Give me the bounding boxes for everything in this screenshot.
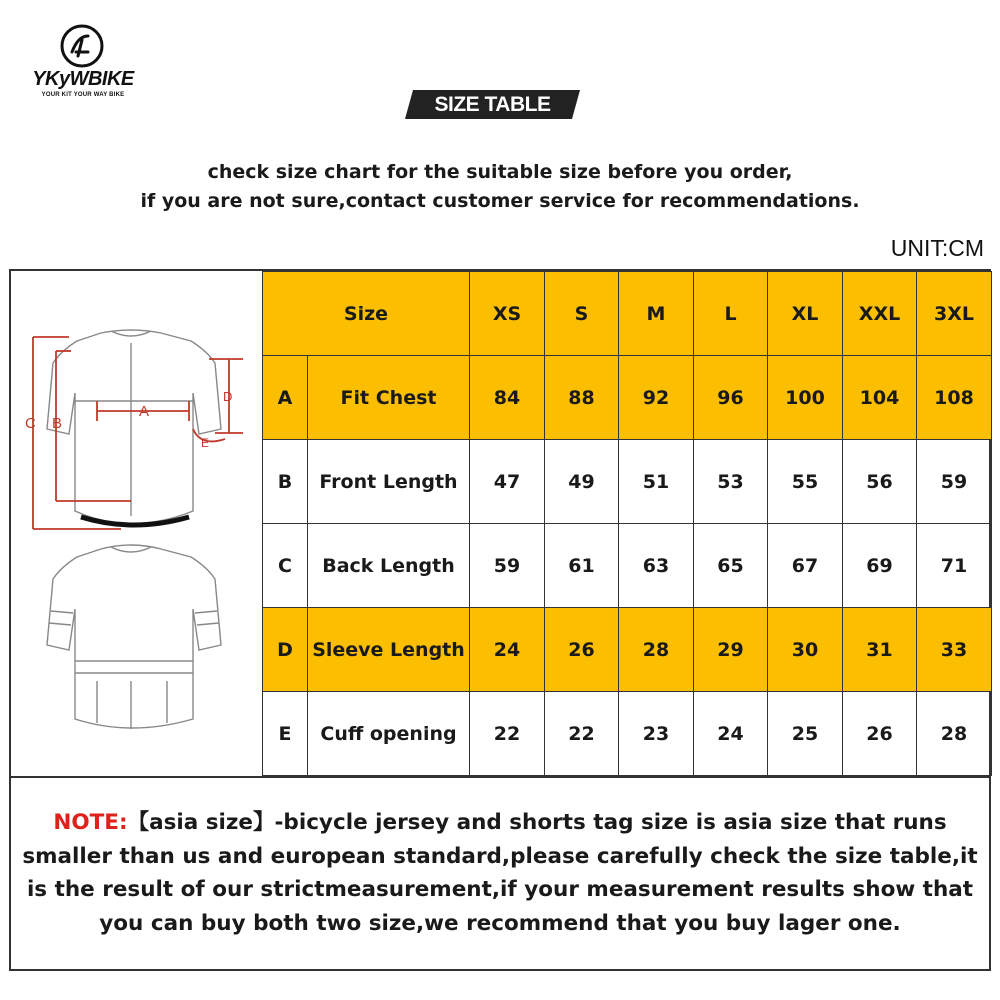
measure-value: 47: [470, 440, 545, 524]
measure-value: 33: [917, 608, 992, 692]
measure-value: 71: [917, 524, 992, 608]
size-table-body: [263, 272, 992, 776]
header-size-m: M: [619, 272, 694, 356]
measure-value: 65: [694, 524, 768, 608]
instruction-line-2: if you are not sure,contact customer service for recommendations.: [140, 190, 860, 212]
measure-value: 29: [694, 608, 768, 692]
brand-tagline: YOUR KIT YOUR WAY BIKE: [41, 92, 125, 98]
measure-value: 53: [694, 440, 768, 524]
measure-code: C: [263, 524, 308, 608]
size-table: [262, 271, 992, 776]
measure-value: 96: [694, 356, 768, 440]
header-size-l: L: [694, 272, 768, 356]
measure-label-e: E: [201, 436, 210, 450]
table-header-row: [263, 272, 992, 356]
note-divider: [9, 776, 991, 778]
measure-name: Fit Chest: [308, 356, 470, 440]
instruction-line-1: check size chart for the suitable size before you order,: [207, 161, 793, 183]
measure-value: 61: [545, 524, 619, 608]
header-size-xs: XS: [470, 272, 545, 356]
unit-label: UNIT:CM: [890, 235, 984, 261]
header-size-label: Size: [263, 272, 470, 356]
measure-value: 108: [917, 356, 992, 440]
measure-value: 25: [768, 692, 843, 776]
table-row: [263, 356, 992, 440]
measure-name: Sleeve Length: [308, 608, 470, 692]
measure-value: 104: [843, 356, 917, 440]
note-label: NOTE:: [53, 810, 128, 835]
measure-value: 92: [619, 356, 694, 440]
table-row: [263, 440, 992, 524]
measure-value: 30: [768, 608, 843, 692]
header-size-xl: XL: [768, 272, 843, 356]
measure-label-a: A: [139, 403, 150, 420]
measure-value: 24: [470, 608, 545, 692]
measure-value: 51: [619, 440, 694, 524]
measure-value: 67: [768, 524, 843, 608]
measure-value: 55: [768, 440, 843, 524]
measure-value: 56: [843, 440, 917, 524]
size-note: [9, 806, 991, 940]
measure-value: 26: [843, 692, 917, 776]
size-table-banner: [405, 90, 580, 119]
measure-value: 22: [545, 692, 619, 776]
measure-name: Cuff opening: [308, 692, 470, 776]
measure-value: 28: [619, 608, 694, 692]
measure-value: 88: [545, 356, 619, 440]
measure-value: 69: [843, 524, 917, 608]
measure-label-d: D: [223, 389, 233, 404]
measure-value: 22: [470, 692, 545, 776]
measure-value: 49: [545, 440, 619, 524]
table-row: [263, 608, 992, 692]
brand-logo: [18, 22, 148, 102]
jersey-diagram: [11, 271, 262, 776]
measure-value: 24: [694, 692, 768, 776]
measure-value: 59: [470, 524, 545, 608]
bicycle-logo-icon: [58, 22, 106, 70]
measure-value: 28: [917, 692, 992, 776]
measure-name: Front Length: [308, 440, 470, 524]
header-size-3xl: 3XL: [917, 272, 992, 356]
banner-title: SIZE TABLE: [434, 93, 551, 116]
measure-value: 63: [619, 524, 694, 608]
measure-code: E: [263, 692, 308, 776]
measure-value: 59: [917, 440, 992, 524]
measure-value: 23: [619, 692, 694, 776]
measure-value: 84: [470, 356, 545, 440]
jersey-front-icon: [47, 330, 221, 524]
measure-name: Back Length: [308, 524, 470, 608]
table-row: [263, 692, 992, 776]
measure-value: 31: [843, 608, 917, 692]
table-row: [263, 524, 992, 608]
measure-label-b: B: [52, 415, 63, 432]
measure-code: A: [263, 356, 308, 440]
measure-value: 100: [768, 356, 843, 440]
measure-code: B: [263, 440, 308, 524]
header-size-xxl: XXL: [843, 272, 917, 356]
jersey-back-icon: [47, 545, 221, 729]
note-text: 【asia size】-bicycle jersey and shorts tag size is asia size that runs smaller than us and european standard,please carefully check the size table,it is the result of our strictmeasurement,if your measurement results show that you can buy both two size,we recommend that you buy lager one.: [22, 810, 978, 936]
brand-name: YKyWBIKE: [32, 68, 134, 90]
measure-label-c: C: [25, 415, 36, 432]
measure-code: D: [263, 608, 308, 692]
header-size-s: S: [545, 272, 619, 356]
measure-value: 26: [545, 608, 619, 692]
